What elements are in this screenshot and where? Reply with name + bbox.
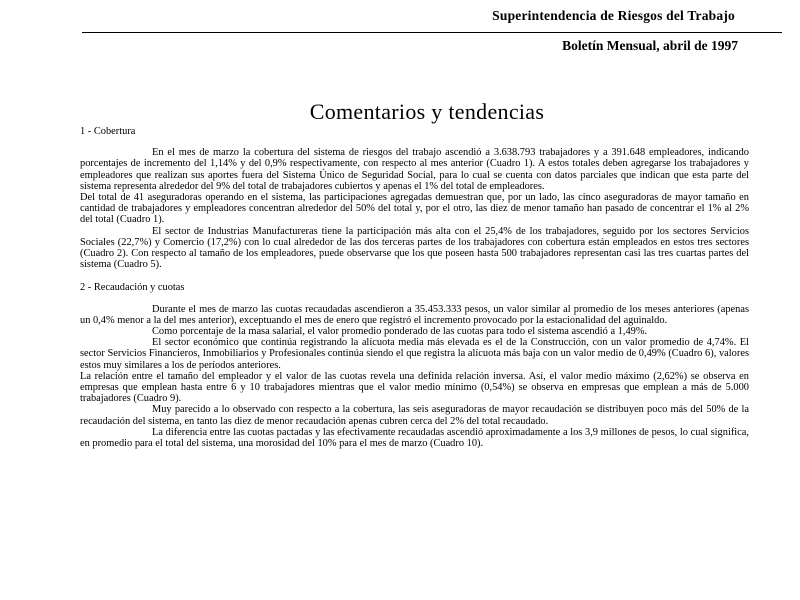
paragraph: El sector económico que continúa registrando la alícuota media más elevada es el de la Construcción, con un valor promedio de 4,74%. El sector Servicios Financieros, Inmobiliarios y Profesionales continúa siendo el que registra la alícuota más baja con un valor medio de 0,49% (Cuadro 6), valores estos muy similares a los de períodos anteriores. [80, 337, 749, 371]
section-recaudacion [80, 282, 749, 449]
paragraph: El sector de Industrias Manufactureras tiene la participación más alta con el 25,4% de los trabajadores, seguido por los sectores Servicios Sociales (22,7%) y Comercio (17,2%) con lo cual alrededor de las dos terceras partes de los trabajadores con cobertura están empleados en estos tres sectores (Cuadro 2). Con respecto al tamaño de los empleadores, puede observarse que los que poseen hasta 500 trabajadores representan casi las tres cuartas partes del sistema (Cuadro 5). [80, 225, 749, 271]
paragraph: Durante el mes de marzo las cuotas recaudadas ascendieron a 35.453.333 pesos, un valor similar al promedio de los meses anteriores (apenas un 0,4% menor a la del mes anterior), exceptuando el mes de enero que registró el incremento provocado por la estacionalidad del aguinaldo. [80, 303, 749, 326]
section-spacer [80, 270, 749, 280]
section-cobertura [80, 126, 749, 270]
paragraph: Como porcentaje de la masa salarial, el valor promedio ponderado de las cuotas para todo el sistema ascendió a 1,49%. [152, 326, 648, 338]
paragraph: En el mes de marzo la cobertura del sistema de riesgos del trabajo ascendió a 3.638.793 trabajadores y a 391.648 empleadores, indicando porcentajes de incremento del 1,14% y del 0,9% respectivamente, con respecto al mes anterior (Cuadro 1). A estos totales deben agregarse los trabajadores y empleadores que realizan sus aportes fuera del Sistema Único de Seguridad Social, para lo cual se cuenta con datos parciales que indican que esta parte del sistema representa alrededor del 9% del total de trabajadores cubiertos y apenas el 1% del total de empleadores. [80, 147, 749, 192]
section-heading: 1 - Cobertura [80, 126, 136, 137]
paragraph: Muy parecido a lo observado con respecto a la cobertura, las seis aseguradoras de mayor recaudación se distribuyen poco más del 50% de la recaudación del sistema, en tanto las diez de menor recaudación apenas cubren cerca del 2% del total recaudado. [80, 404, 749, 427]
document-body [80, 124, 749, 449]
header-bulletin: Boletín Mensual, abril de 1997 [562, 38, 738, 53]
header-organization: Superintendencia de Riesgos del Trabajo [492, 8, 735, 23]
header-rule [82, 32, 782, 33]
paragraph: Del total de 41 aseguradoras operando en el sistema, las participaciones agregadas demuestran que, por un lado, las cinco aseguradoras de mayor tamaño en cantidad de trabajadores y empleadores concentran alrededor del 50% del total y, por el otro, las diez de menor tamaño han pasado de concentrar el 1% al 2% del total (Cuadro 1). [80, 192, 749, 226]
section-heading: 2 - Recaudación y cuotas [80, 282, 185, 294]
paragraph: La diferencia entre las cuotas pactadas y las efectivamente recaudadas ascendió aproximadamente a los 3,9 millones de pesos, lo cual significa, en promedio para el total del sistema, una morosidad del 10% para el mes de marzo (Cuadro 10). [80, 426, 749, 450]
page-title: Comentarios y tendencias [309, 98, 545, 124]
paragraph: La relación entre el tamaño del empleador y el valor de las cuotas revela una definida relación inversa. Así, el valor medio máximo (2,62%) se observa en empresas que emplean hasta entre 6 y 10 trabajadores mientras que el valor medio mínimo (0,54%) se observa en empresas que emplean a más de 5.000 trabajadores (Cuadro 9). [80, 370, 749, 405]
